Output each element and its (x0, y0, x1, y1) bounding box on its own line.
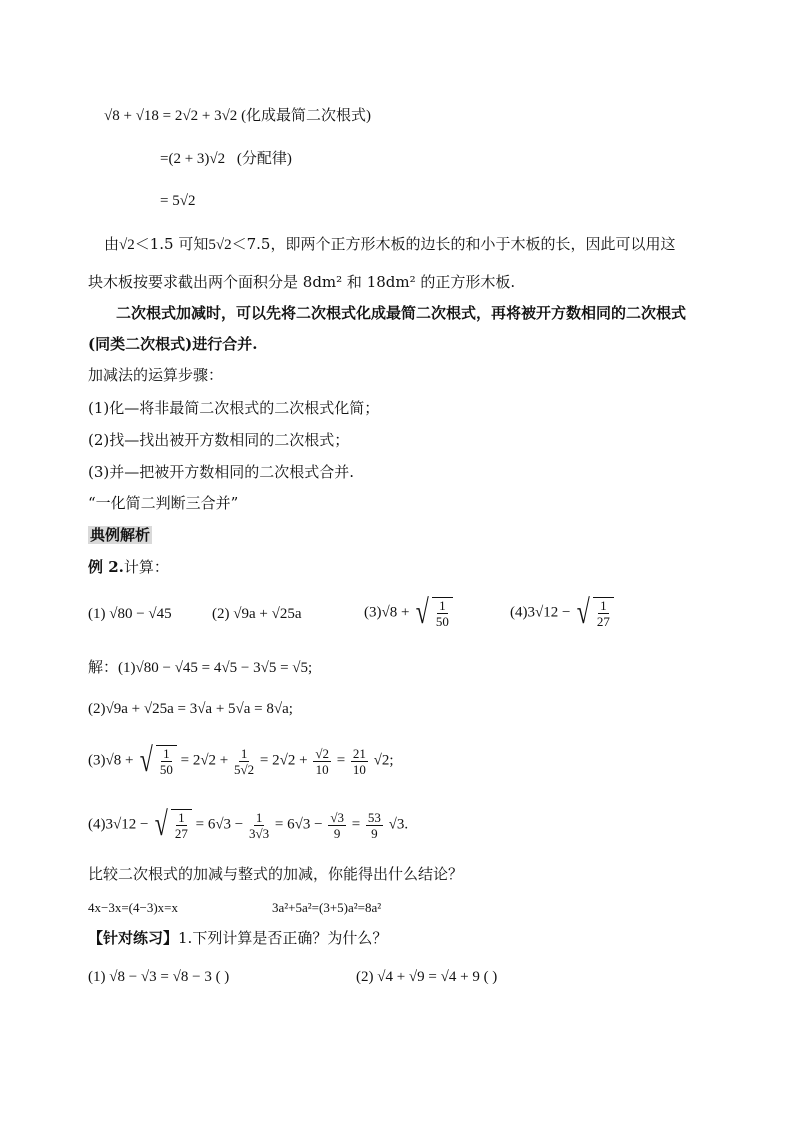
example-title (88, 557, 169, 577)
derivation-expression: =(2 + 3)√2 (160, 151, 226, 167)
numerator: √3 (330, 809, 344, 825)
expr: = 2√2 + (180, 752, 229, 769)
practice-tag: 【针对练习】 (88, 929, 179, 947)
numerator: 1 (439, 598, 446, 613)
denominator: 3√3 (249, 825, 270, 841)
expr: = (336, 752, 346, 769)
expr: (4)3√12 − (88, 816, 149, 833)
section-heading-text: 典例解析 (90, 526, 151, 544)
poly-example-right: 3a²+5a²=(3+5)a²=8a² (272, 900, 382, 915)
derivation-note: (分配律) (236, 151, 292, 167)
paragraph-1-line-1 (104, 234, 675, 255)
problem-4 (510, 596, 614, 630)
example-number: 例 2. (88, 558, 124, 576)
practice-text: 1.下列计算是否正确？为什么？ (178, 929, 388, 947)
poly-example-left: 4x−3x=(4−3)x=x (88, 900, 178, 915)
solution-2: (2)√9a + √25a = 3√a + 5√a = 8√a; (88, 701, 293, 717)
example-instruction: 计算： (123, 558, 169, 576)
practice-q1: (1) √8 − √3 = √8 − 3 ( ) (88, 969, 230, 985)
radical-fraction: √ $\frac{1}{27}$ (574, 596, 614, 630)
solution-1 (88, 658, 312, 678)
denominator: 50 (159, 762, 173, 777)
steps-title: 加减法的运算步骤： (88, 366, 224, 384)
derivation-line-2 (160, 149, 292, 169)
expr: = 2√2 + (259, 752, 308, 769)
problem-3 (364, 596, 453, 630)
step-3: (3)并—把被开方数相同的二次根式合并. (88, 463, 355, 481)
problem-1: (1) √80 − √45 (88, 606, 172, 622)
derivation-expression: √8 + √18 = 2√2 + 3√2 (104, 108, 238, 124)
radical-fraction: √ $\frac{1}{50}$ (413, 596, 453, 630)
text: ＜1.5 可知 (134, 235, 209, 253)
derivation-note: (化成最简二次根式) (241, 108, 372, 124)
practice-q2: (2) √4 + √9 = √4 + 9 ( ) (356, 969, 498, 985)
numerator: 1 (240, 745, 248, 761)
expr: = (351, 816, 361, 833)
rule-line-2: (同类二次根式)进行合并. (88, 335, 258, 353)
text: 由 (104, 235, 120, 253)
text: ＜7.5，即两个正方形木板的边长的和小于木板的长，因此可以用这 (231, 235, 676, 253)
radical-fraction: √ $\frac{1}{50}$ (137, 744, 177, 778)
expr: (3)√8 + (88, 752, 134, 769)
step-2: (2)找—找出被开方数相同的二次根式； (88, 431, 350, 449)
denominator: 9 (333, 825, 341, 841)
expr: √2; (373, 752, 394, 769)
denominator: 27 (174, 826, 188, 841)
expr: = 6√3 − (195, 816, 244, 833)
expr: √3. (388, 816, 409, 833)
derivation-line-1 (104, 106, 371, 126)
paragraph-1-line-2: 块木板按要求截出两个面积分是 8dm² 和 18dm² 的正方形木板. (88, 273, 516, 291)
practice-heading (88, 928, 387, 948)
numerator: √2 (315, 745, 329, 761)
numerator: 1 (178, 810, 185, 825)
numerator: 1 (600, 598, 607, 613)
solution-label: 解： (88, 660, 119, 676)
compare-question: 比较二次根式的加减与整式的加减，你能得出什么结论？ (88, 865, 464, 883)
solution-4 (88, 808, 408, 842)
denominator: 10 (352, 761, 366, 777)
numerator: 21 (352, 745, 366, 761)
expr: = 6√3 − (274, 816, 323, 833)
numerator: 1 (163, 746, 170, 761)
denominator: 9 (371, 825, 378, 841)
math: 5√2 (208, 237, 232, 253)
numerator: 53 (367, 809, 381, 825)
solution-3 (88, 744, 394, 778)
derivation-line-3 (160, 191, 195, 211)
expr: (4)3√12 − (510, 604, 571, 621)
section-heading (88, 525, 152, 545)
radical-fraction: √ $\frac{1}{27}$ (152, 808, 192, 842)
denominator: 10 (315, 761, 329, 777)
expr: (1)√80 − √45 = 4√5 − 3√5 = √5; (118, 660, 313, 676)
problem-2: (2) √9a + √25a (212, 606, 302, 622)
derivation-expression: = 5√2 (160, 193, 196, 209)
denominator: 5√2 (234, 761, 255, 777)
rule-line-1: 二次根式加减时，可以先将二次根式化成最简二次根式，再将被开方数相同的二次根式 (116, 304, 687, 322)
step-1: (1)化—将非最简二次根式的二次根式化简； (88, 399, 380, 417)
denominator: 50 (435, 614, 449, 629)
expr: (3)√8 + (364, 604, 410, 621)
steps-motto: “一化简二判断三合并” (88, 494, 239, 512)
denominator: 27 (596, 614, 610, 629)
numerator: 1 (255, 809, 263, 825)
math: √2 (119, 237, 135, 253)
